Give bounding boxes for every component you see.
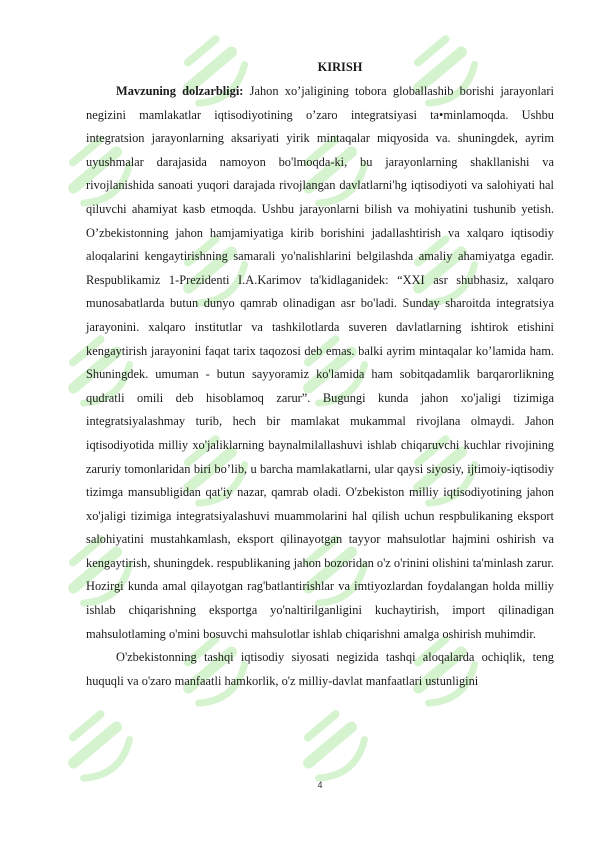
paragraph-text: Jahon xo’jaligining tobora globallashib borishi jarayonlari negizini mamlakatlar iqtisodiyotining o’zaro integratsiyasi ta•minlamoqda. Ushbu integratsion jarayonlarning aksariyati yirik mintaqalar miqyosida va. shuningdek, ayrim uyushmalar darajasida namoyon bo'lmoqda-ki, bu jarayonlarning shakllanishi va rivojlanishida sanoati yuqori darajada rivojlangan davlatlarni'hg iqtisodiyoti va salohiyati hal qiluvchi ahamiyat kasb etmoqda. Ushbu jarayonlarni bilish va mohiyatini tushunib yetish. O’zbekistonning jahon hamjamiyatiga kirib borishini jadallashtirish va xalqaro iqtisodiy aloqalarini kengaytirishning samarali yo'nalishlarini belgilashda amaliy ahamiyatga egadir. Respublikamiz 1-Prezidenti I.A.Karimov ta'kidlaganidek: “XXI asr shubhasiz, xalqaro munosabatlarda butun dunyo qamrab olinadigan asr bo'ladi. Sunday sharoitda integratsiya jarayonini. xalqaro institutlar va tashkilotlarda suveren davlatlarning ishtirok etishini kengaytirish jarayonini faqat tarix taqozosi deb emas. balki ayrim mintaqalar ko’lamida ham. Shuningdek. umuman - butun sayyoramiz ko'lamida ham sobitqadamlik barqarorlikning qudratli omili deb hisoblamoq zarur”. Bugungi kunda jahon xo'jaligi tizimiga integratsiyalashmay turib, hech bir mamlakat mukammal rivojlana olmaydi. Jahon iqtisodiyotida milliy xo'jaliklarning baynalmilallashuvi ishlab chiqaruvchi kuchlar rivojining zaruriy tomonlaridan biri bo’lib, u barcha mamlakatlarni, ular qaysi siyosiy, ijtimoiy-iqtisodiy tizimga mansubligidan qat'iy nazar, qamrab oladi. O'zbekiston milliy iqtisodiyotining jahon xo'jaligi tizimiga integratsiyalashuvi muammolarini hal qilish uchun respbulikaning eksport salohiyatini mustahkamlash, eksport qilinayotgan tayyor mahsulotlar hajmini oshirish va kengaytirish, shuningdek. respublikaning jahon bozoridan o'z o'rinini olishini ta'minlash zarur. Hozirgi kunda amal qilayotgan rag'batlantirishlar va imtiyozlardan foydalangan holda milliy ishlab chiqarishning eksportga yo'naltirilganligini kuchaytirish, import qilinadigan mahsulotlaming o'mini bosuvchi mahsulotlar ishlab chiqarishni amalga oshirish muhimdir.	[86, 84, 554, 641]
page-number: 4	[317, 780, 323, 790]
paragraph-lead: Mavzuning dolzarbligi:	[116, 84, 244, 98]
paragraph-text: O'zbekistonning tashqi iqtisodiy siyosati negizida tashqi aloqalarda ochiqlik, teng huquqli va o'zaro manfaatli hamkorlik, o'z milliy-davlat manfaatlari ustunligini	[86, 650, 554, 688]
paragraph-foreign-policy	[86, 646, 554, 693]
section-heading: KIRISH	[317, 60, 363, 74]
document-body	[86, 58, 554, 693]
leaf-watermark-icon	[294, 710, 371, 786]
paragraph-relevance	[86, 80, 554, 646]
leaf-watermark-icon	[59, 710, 136, 786]
